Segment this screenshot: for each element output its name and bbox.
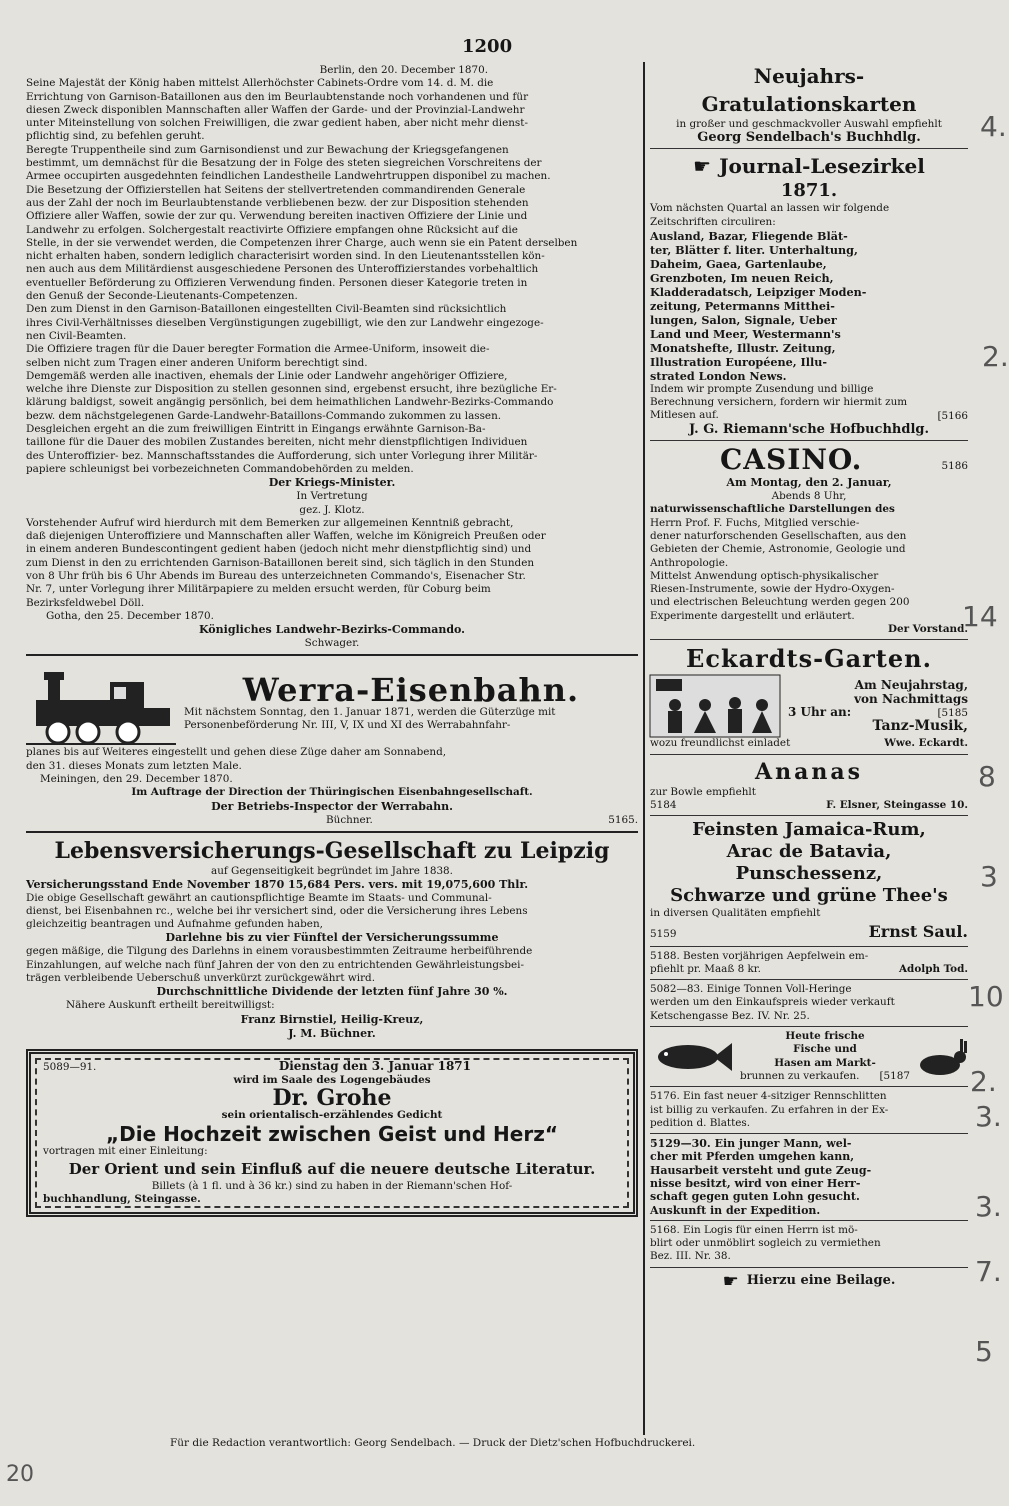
jout-line: Berechnung versichern, fordern wir hiermit zum xyxy=(650,396,908,409)
leb-line: Die obige Gesellschaft gewährt an cautionspflichtige Beamte im Staats- und Communal- xyxy=(26,891,492,904)
eckardt-signer: Wwe. Eckardt. xyxy=(884,737,968,750)
notice-line: daß diejenigen Unteroffiziere und Mannschaften aller Waffen, welche im Königreich Preußen oder xyxy=(26,530,546,543)
divider xyxy=(650,979,968,980)
insurance-agent-2: J. M. Büchner. xyxy=(288,1026,376,1040)
decree-line: des Unteroffizier- bez. Mannschaftsstandes die Aufforderung, sich unter Vorlegung ihrer Militär- xyxy=(26,449,538,462)
decree-line: Errichtung von Garnison-Bataillonen aus den im Beurlaubtenstande noch vorhandenen und für xyxy=(26,90,529,103)
werra-line: Personenbeförderung Nr. III, V, IX und XI des Werrabahnfahr- xyxy=(184,719,511,732)
werra-date: Meiningen, den 29. December 1870. xyxy=(40,773,233,786)
rum-signer: Ernst Saul. xyxy=(868,921,968,941)
eckardt-line-2: von Nachmittags xyxy=(854,691,968,706)
insurance-agent-1: Franz Birnstiel, Heilig-Kreuz, xyxy=(240,1012,424,1026)
jlist-line: strated London News. xyxy=(650,368,787,383)
werra-line: Mit nächstem Sonntag, den 1. Januar 1871, werden die Güterzüge mit xyxy=(184,706,556,719)
casino-head xyxy=(650,444,968,476)
ananas-text: zur Bowle empfiehlt xyxy=(650,785,756,798)
divider xyxy=(650,440,968,441)
margin-mark: 20 xyxy=(6,1462,34,1487)
signature-title: Der Kriegs-Minister. xyxy=(268,476,396,490)
notice-line: Bezirksfeldwebel Döll. xyxy=(26,596,145,609)
margin-mark: 3. xyxy=(975,1100,1002,1133)
mann-line: cher mit Pferden umgehen kann, xyxy=(650,1150,855,1164)
decree-line: eventueller Beförderung zu Offizieren Verwendung finden. Personen dieser Kategorie treten in xyxy=(26,276,528,289)
werra-title: Werra-Eisenbahn. xyxy=(242,671,580,710)
commando-signer: Schwager. xyxy=(304,637,360,650)
jlist-line: lungen, Salon, Signale, Ueber xyxy=(650,312,837,327)
divider xyxy=(650,148,968,149)
margin-mark: 4. xyxy=(980,110,1007,143)
right-column xyxy=(650,62,968,1292)
logis-line: Bez. III. Nr. 38. xyxy=(650,1250,731,1263)
beilage-text: Hierzu eine Beilage. xyxy=(746,1273,896,1289)
mann-line: Auskunft in der Expedition. xyxy=(650,1203,821,1217)
jintro-line: Zeitschriften circuliren: xyxy=(650,215,776,228)
margin-mark: 5 xyxy=(975,1335,993,1368)
apfel-text-2: pfiehlt pr. Maaß 8 kr. xyxy=(650,962,761,975)
decree-line: den Genuß der Seconde-Lieutenants-Competenzen. xyxy=(26,290,298,303)
jintro-line: Vom nächsten Quartal an lassen wir folgende xyxy=(650,202,890,215)
apfel-foot xyxy=(650,963,968,976)
pointing-hand-icon: ☛ xyxy=(722,1270,739,1292)
divider xyxy=(650,1267,968,1268)
logis-text xyxy=(650,1224,968,1264)
hering-text-3: Ketschengasse Bez. IV. Nr. 25. xyxy=(650,1009,810,1022)
insurance-text-2 xyxy=(26,945,638,985)
casino-date: Am Montag, den 2. Januar, xyxy=(726,476,892,490)
decree-line: Stelle, in der sie verwendet werden, die Competenzen ihrer Charge, auch wenn sie ein Patent derselben xyxy=(26,236,578,249)
decree-line: aus der Zahl der noch im Beurlaubtenstande verbliebenen bezw. der zur Disposition stehenden xyxy=(26,196,529,209)
eckardt-line-1: Am Neujahrstag, xyxy=(854,678,968,693)
casino-line: Gebieten der Chemie, Astronomie, Geologie und xyxy=(650,543,906,556)
divider xyxy=(650,1220,968,1221)
rum-line-4: Schwarze und grüne Thee's xyxy=(670,885,948,907)
werra-number: 5165. xyxy=(608,813,638,826)
signature-name: gez. J. Klotz. xyxy=(299,503,365,516)
gotha-date: Gotha, den 25. December 1870. xyxy=(46,609,214,622)
werra-sign-row xyxy=(26,814,638,827)
decree-line: nicht erhalten haben, sondern lediglich characterisirt worden sind. In den Lieutenantsstellen kön- xyxy=(26,250,545,263)
eckardt-music: Tanz-Musik, xyxy=(872,718,968,735)
leb-line: dienst, bei Eisenbahnen rc., welche bei ihr versichert sind, oder die Versicherung ihres Lebens xyxy=(26,904,528,917)
rum-line-3: Punschessenz, xyxy=(735,863,883,885)
margin-mark: 2. xyxy=(982,340,1009,373)
decree-line: welche ihre Dienste zur Disposition zu stellen gesonnen sind, ergebenst ersucht, ihre bezügliche Er- xyxy=(26,383,557,396)
hare-icon xyxy=(916,1035,968,1079)
eckardt-line-3: 3 Uhr an: xyxy=(788,704,852,719)
decree-line: klärung baldigst, soweit angängig persönlich, bei dem heimathlichen Landwehr-Bezirks-Commando xyxy=(26,396,554,409)
journal-number: [5166 xyxy=(937,409,968,422)
lecture-venue: wird im Saale des Logengebäudes xyxy=(233,1073,431,1086)
fische-foot xyxy=(740,1070,910,1083)
casino-line: dener naturforschenden Gesellschaften, aus den xyxy=(650,529,907,542)
leb2-line: trägen verbleibende Ueberschuß unverkürzt zurückgewährt wird. xyxy=(26,972,375,985)
decree-line: ihres Civil-Verhältnisses dieselben Vergünstigungen zugebilligt, wie den zur Landwehr eingezoge- xyxy=(26,316,544,329)
decree-line: papiere schleunigst bei vorbezeichneten Commandobehörden zu melden. xyxy=(26,462,414,475)
column-divider xyxy=(643,62,645,1435)
fische-line-2: Fische und xyxy=(793,1043,857,1056)
leb2-line: Einzahlungen, auf welche nach fünf Jahren der von den zu entrichtenden Gewährleistungsbei- xyxy=(26,958,524,971)
riemann-shop: J. G. Riemann'sche Hofbuchhdlg. xyxy=(689,422,929,438)
jlist-line: Illustration Européene, Illu- xyxy=(650,354,828,369)
jlist-line: Monatshefte, Illustr. Zeitung, xyxy=(650,340,836,355)
casino-number: 5186 xyxy=(941,460,968,473)
werra-text xyxy=(184,706,638,733)
lecture-title: „Die Hochzeit zwischen Geist und Herz“ xyxy=(106,1121,558,1146)
fische-line-3: Hasen am Markt- xyxy=(774,1056,876,1069)
fische-line-4: brunnen zu verkaufen. xyxy=(740,1069,860,1082)
werra-authority: Im Auftrage der Direction der Thüringischen Eisenbahngesellschaft. xyxy=(131,786,533,799)
neujahr-subtitle: in großer und geschmackvoller Auswahl empfiehlt xyxy=(676,118,942,130)
apfel-text: 5188. Besten vorjährigen Aepfelwein em- xyxy=(650,949,869,962)
notice-line: in einem anderen Bundescontingent gedient haben (jedoch nicht mehr dienstpflichtig sind) und xyxy=(26,543,532,556)
eckardt-invite: wozu freundlichst einladet xyxy=(650,737,791,750)
decree-line: Seine Majestät der König haben mittelst Allerhöchster Cabinets-Ordre vom 14. d. M. die xyxy=(26,77,494,90)
eckardt-number: [5185 xyxy=(937,706,968,719)
hering-text: 5082—83. Einige Tonnen Voll-Heringe xyxy=(650,983,852,996)
margin-mark: 8 xyxy=(978,760,996,793)
lecture-speaker: Dr. Grohe xyxy=(272,1085,392,1112)
casino-line: Mittelst Anwendung optisch-physikalischer xyxy=(650,569,879,582)
journal-list xyxy=(650,229,968,383)
divider xyxy=(650,1026,968,1027)
insurance-dividend: Durchschnittliche Dividende der letzten fünf Jahre 30 %. xyxy=(156,985,508,999)
leb2-line: gegen mäßige, die Tilgung des Darlehns in einem vorausbestimmten Zeitraume herbeiführende xyxy=(26,945,533,958)
logis-line: 5168. Ein Logis für einen Herrn ist mö- xyxy=(650,1223,858,1236)
insurance-subtitle: auf Gegenseitigkeit begründet im Jahre 1838. xyxy=(211,864,453,877)
left-column xyxy=(26,64,638,1217)
neujahr-shop: Georg Sendelbach's Buchhdlg. xyxy=(697,130,921,146)
decree-line: Desgleichen ergeht an die zum freiwilligen Eintritt in Eingangs erwähnte Garnison-Ba- xyxy=(26,423,486,436)
notice-line: Nr. 7, unter Vorlegung ihrer Militärpapiere zu melden ersucht werden, für Coburg beim xyxy=(26,583,491,596)
lecture-date: Dienstag den 3. Januar 1871 xyxy=(278,1058,471,1073)
fische-number: [5187 xyxy=(879,1069,910,1082)
decree-line: Die Offiziere tragen für die Dauer beregter Formation die Armee-Uniform, insoweit die- xyxy=(26,343,490,356)
divider xyxy=(650,1086,968,1087)
imprint-footer: Für die Redaction verantwortlich: Georg Sendelbach. — Druck der Dietz'schen Hofbuchdruckerei. xyxy=(170,1437,696,1449)
notice-line: von 8 Uhr früh bis 6 Uhr Abends im Bureau des unterzeichneten Commando's, Eisenacher Str. xyxy=(26,569,526,582)
lecture-tickets-2: buchhandlung, Steingasse. xyxy=(43,1193,201,1206)
ananas-title: Ananas xyxy=(755,758,863,785)
casino-line: Experimente dargestellt und erläutert. xyxy=(650,609,855,622)
casino-line: Herrn Prof. F. Fuchs, Mitglied verschie- xyxy=(650,516,860,529)
decree-line: Demgemäß werden alle inactiven, ehemals der Linie oder Landwehr angehöriger Offiziere, xyxy=(26,369,508,382)
beilage-row xyxy=(650,1271,968,1292)
divider xyxy=(650,815,968,816)
margin-mark: 2. xyxy=(970,1065,997,1098)
schlitten-line: ist billig zu verkaufen. Zu erfahren in der Ex- xyxy=(650,1103,889,1116)
jlist-line: Daheim, Gaea, Gartenlaube, xyxy=(650,256,827,271)
decree-line: bestimmt, um demnächst für die Besatzung der in Folge des steten siegreichen Vorschreitens der xyxy=(26,157,542,170)
ananas-signer: F. Elsner, Steingasse 10. xyxy=(826,798,968,811)
decree-line: Offiziere aller Waffen, sowie der zur qu. Verwendung bereiten inactiven Offiziere der Linie und xyxy=(26,210,528,223)
jlist-line: Kladderadatsch, Leipziger Moden- xyxy=(650,284,867,299)
dancers-icon xyxy=(650,675,780,737)
lecture-intro: vortragen mit einer Einleitung: xyxy=(43,1144,208,1157)
divider xyxy=(650,1133,968,1134)
dateline: Berlin, den 20. December 1870. xyxy=(319,64,488,76)
lecture-tickets: Billets (à 1 fl. und à 36 kr.) sind zu haben in der Riemann'schen Hof- xyxy=(151,1179,513,1192)
signature-in: In Vertretung xyxy=(296,490,368,503)
casino-line: und electrischen Beleuchtung werden gegen 200 xyxy=(650,596,910,609)
notice-text xyxy=(26,517,638,610)
rum-line-1: Feinsten Jamaica-Rum, xyxy=(692,819,926,841)
decree-line: diesen Zweck disponiblen Mannschaften aller Waffen der Garde- und der Provinzial-Landwehr xyxy=(26,103,525,116)
eckardt-body xyxy=(650,675,968,737)
notice-line: Vorstehender Aufruf wird hierdurch mit dem Bemerken zur allgemeinen Kenntniß gebracht, xyxy=(26,516,514,529)
lecture-topic: Der Orient und sein Einfluß auf die neuere deutsche Literatur. xyxy=(68,1159,596,1178)
lecture-subtitle: sein orientalisch-erzählendes Gedicht xyxy=(221,1109,443,1122)
casino-line: Riesen-Instrumente, sowie der Hydro-Oxygen- xyxy=(650,583,895,596)
logis-line: blirt oder unmöblirt sogleich zu vermiethen xyxy=(650,1237,881,1250)
decree-line: Landwehr zu erfolgen. Solchergestalt reactivirte Offiziere empfangen ohne Rücksicht auf die xyxy=(26,223,518,236)
insurance-info: Nähere Auskunft ertheilt bereitwilligst: xyxy=(66,999,275,1012)
decree-line: Die Besetzung der Offizierstellen hat Seitens der stellvertretenden commandirenden Generale xyxy=(26,183,526,196)
decree-line: pflichtig sind, zu befehlen geruht. xyxy=(26,130,205,143)
rum-number: 5159 xyxy=(650,927,677,940)
decree-line: taillone für die Dauer des mobilen Zustandes bereiten, nicht mehr dienstpflichtigen Individuen xyxy=(26,436,528,449)
page-number: 1200 xyxy=(462,36,513,57)
margin-mark: 3. xyxy=(975,1190,1002,1223)
insurance-stand: Versicherungsstand Ende November 1870 15,684 Pers. vers. mit 19,075,600 Thlr. xyxy=(26,878,529,892)
mann-line: nisse besitzt, wird von einer Herr- xyxy=(650,1176,861,1190)
margin-mark: 10 xyxy=(968,980,1004,1013)
jlist-line: Land und Meer, Westermann's xyxy=(650,326,841,341)
mann-text xyxy=(650,1137,968,1217)
jlist-line: zeitung, Petermanns Mitthei- xyxy=(650,298,835,313)
mann-line: Hausarbeit versteht und gute Zeug- xyxy=(650,1163,872,1177)
decree-line: Den zum Dienst in den Garnison-Bataillonen eingestellten Civil-Beamten sind rücksichtlich xyxy=(26,303,507,316)
journal-intro xyxy=(650,202,968,229)
casino-title: CASINO. xyxy=(720,443,863,477)
mann-line: schaft gegen guten Lohn gesucht. xyxy=(650,1190,860,1204)
lecture-number: 5089—91. xyxy=(43,1060,97,1073)
rum-subtitle: in diversen Qualitäten empfiehlt xyxy=(650,907,821,920)
jlist-line: Ausland, Bazar, Fliegende Blät- xyxy=(650,228,848,243)
notice-line: zum Dienst in den zu errichtenden Garnison-Bataillonen bereit sind, sich täglich in den Stunden xyxy=(26,556,535,569)
jlist-line: ter, Blätter f. liter. Unterhaltung, xyxy=(650,242,858,257)
lecture-head xyxy=(43,1060,621,1074)
werra-inspector: Der Betriebs-Inspector der Werrabahn. xyxy=(211,799,453,813)
casino-line: Anthropologie. xyxy=(650,556,729,569)
divider xyxy=(650,754,968,755)
margin-mark: 14 xyxy=(962,600,998,633)
pointing-hand-icon: ☛ xyxy=(693,154,712,179)
leb-line: gleichzeitig beantragen und Aufnahme gefunden haben, xyxy=(26,918,323,931)
rum-foot xyxy=(650,921,968,943)
margin-mark: 7. xyxy=(975,1255,1002,1288)
ananas-foot xyxy=(650,799,968,812)
rum-line-2: Arac de Batavia, xyxy=(726,841,892,863)
decree-line: Armee occupirten ausgedehnten feindlichen Landestheile Landwehrtruppen disponibel zu machen. xyxy=(26,170,551,183)
hering-text-2: werden um den Einkaufspreis wieder verkauft xyxy=(650,996,895,1009)
fish-icon xyxy=(650,1035,734,1079)
werra-text-cont xyxy=(26,746,638,773)
werra-signer: Büchner. xyxy=(326,813,373,826)
eckardt-title: Eckardts-Garten. xyxy=(686,644,932,674)
margin-mark: 3 xyxy=(980,860,998,893)
decree-line: nen Civil-Beamten. xyxy=(26,329,127,342)
werra-line: planes bis auf Weiteres eingestellt und gehen diese Züge daher am Sonnabend, xyxy=(26,746,447,759)
divider xyxy=(650,639,968,640)
jout-line: Mitlesen auf. xyxy=(650,409,719,422)
divider xyxy=(26,831,638,833)
casino-heading: naturwissenschaftliche Darstellungen des xyxy=(650,503,895,516)
divider xyxy=(26,654,638,656)
casino-time: Abends 8 Uhr, xyxy=(771,490,847,503)
insurance-loan: Darlehne bis zu vier Fünftel der Versicherungssumme xyxy=(165,931,499,945)
decree-line: bezw. dem nächstgelegenen Garde-Landwehr-Bataillons-Commando zukommen zu lassen. xyxy=(26,409,502,422)
schlitten-text xyxy=(650,1090,968,1130)
werra-ad xyxy=(26,660,638,746)
fische-ad xyxy=(650,1030,968,1083)
schlitten-line: 5176. Ein fast neuer 4-sitziger Rennschlitten xyxy=(650,1090,887,1103)
jlist-line: Grenzboten, Im neuen Reich, xyxy=(650,270,834,285)
neujahr-title: Neujahrs-Gratulationskarten xyxy=(701,64,917,116)
fische-line-1: Heute frische xyxy=(785,1030,865,1043)
jout-line: Indem wir prompte Zusendung und billige xyxy=(650,382,874,395)
insurance-title: Lebensversicherungs-Gesellschaft zu Leipzig xyxy=(54,837,610,864)
decree-line: unter Miteinstellung von solchen Freiwilligen, die zwar gedient haben, aber nicht mehr dienst- xyxy=(26,117,528,130)
ananas-number: 5184 xyxy=(650,798,677,811)
journal-head xyxy=(650,152,968,180)
schlitten-line: pedition d. Blattes. xyxy=(650,1116,751,1129)
locomotive-icon xyxy=(26,660,176,746)
commando-name: Königliches Landwehr-Bezirks-Commando. xyxy=(198,623,466,637)
decree-line: selben nicht zum Tragen einer anderen Uniform berechtigt sind. xyxy=(26,356,368,369)
casino-signer: Der Vorstand. xyxy=(887,623,968,636)
apfel-signer: Adolph Tod. xyxy=(899,962,968,975)
casino-text xyxy=(650,517,968,623)
eckardt-foot xyxy=(650,737,968,750)
decree-text xyxy=(26,77,638,476)
insurance-text xyxy=(26,892,638,932)
journal-title: Journal-Lesezirkel xyxy=(719,154,925,179)
decree-line: Beregte Truppentheile sind zum Garnisondienst und zur Bewachung der Kriegsgefangenen xyxy=(26,143,509,156)
mann-line: 5129—30. Ein junger Mann, wel- xyxy=(650,1137,852,1151)
decree-line: nen auch aus dem Militärdienst ausgeschiedene Personen des Unteroffizierstandes vorbehaltlich xyxy=(26,263,539,276)
divider xyxy=(650,946,968,947)
lecture-box xyxy=(26,1049,638,1218)
journal-year: 1871. xyxy=(780,180,838,202)
werra-line: den 31. dieses Monats zum letzten Male. xyxy=(26,759,242,772)
